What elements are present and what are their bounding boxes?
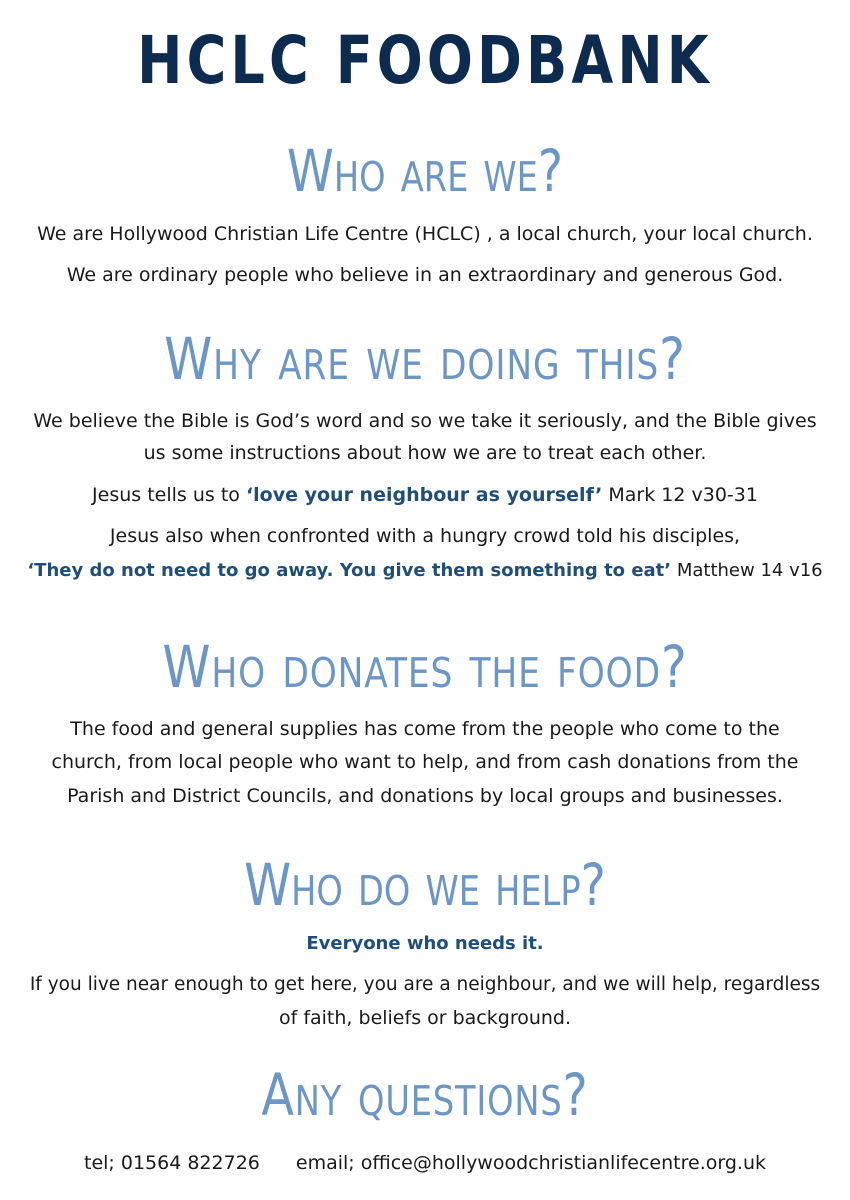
donates-line-2: church, from local people who want to help, and from cash donations from the — [51, 751, 799, 773]
contact-email[interactable]: email; office@hollywoodchristianlifecentre.org.uk — [295, 1152, 766, 1174]
verse-matthew-ref: Matthew 14 v16 — [671, 560, 823, 581]
contact-tel[interactable]: tel; 01564 822726 — [84, 1152, 260, 1174]
heading-why-are-we-doing-this: Why are we doing this? — [164, 325, 686, 393]
help-emphasis: Everyone who needs it. — [306, 933, 544, 954]
page-title: HCLC FOODBANK — [137, 22, 713, 99]
verse-mark — [0, 486, 850, 505]
heading-who-donates: Who donates the food? — [162, 633, 688, 701]
verse-mark-ref: Mark 12 v30-31 — [602, 484, 758, 506]
verse-mark-prefix: Jesus tells us to — [92, 484, 246, 506]
help-line-1: If you live near enough to get here, you are a neighbour, and we will help, regardless — [29, 974, 821, 995]
verse-matthew-intro: Jesus also when confronted with a hungry crowd told his disciples, — [109, 525, 741, 547]
heading-who-are-we: Who are we? — [286, 137, 564, 205]
contact-line — [0, 1154, 850, 1173]
verse-mark-quote: ‘love your neighbour as yourself’ — [245, 484, 603, 506]
heading-who-do-we-help: Who do we help? — [244, 851, 606, 919]
verse-matthew-quote: ‘They do not need to go away. You give them something to eat’ — [27, 560, 672, 581]
help-line-2: of faith, beliefs or background. — [278, 1007, 572, 1029]
heading-any-questions: Any questions? — [261, 1061, 589, 1129]
why-line-2: us some instructions about how we are to treat each other. — [143, 442, 707, 464]
who-are-we-line-1: We are Hollywood Christian Life Centre (HCLC) , a local church, your local church. — [37, 223, 813, 245]
donates-line-1: The food and general supplies has come from the people who come to the — [70, 718, 780, 740]
verse-matthew — [0, 562, 850, 580]
who-are-we-line-2: We are ordinary people who believe in an extraordinary and generous God. — [66, 264, 784, 286]
why-line-1: We believe the Bible is God’s word and so we take it seriously, and the Bible gives — [33, 410, 817, 432]
donates-line-3: Parish and District Councils, and donations by local groups and businesses. — [67, 785, 783, 807]
